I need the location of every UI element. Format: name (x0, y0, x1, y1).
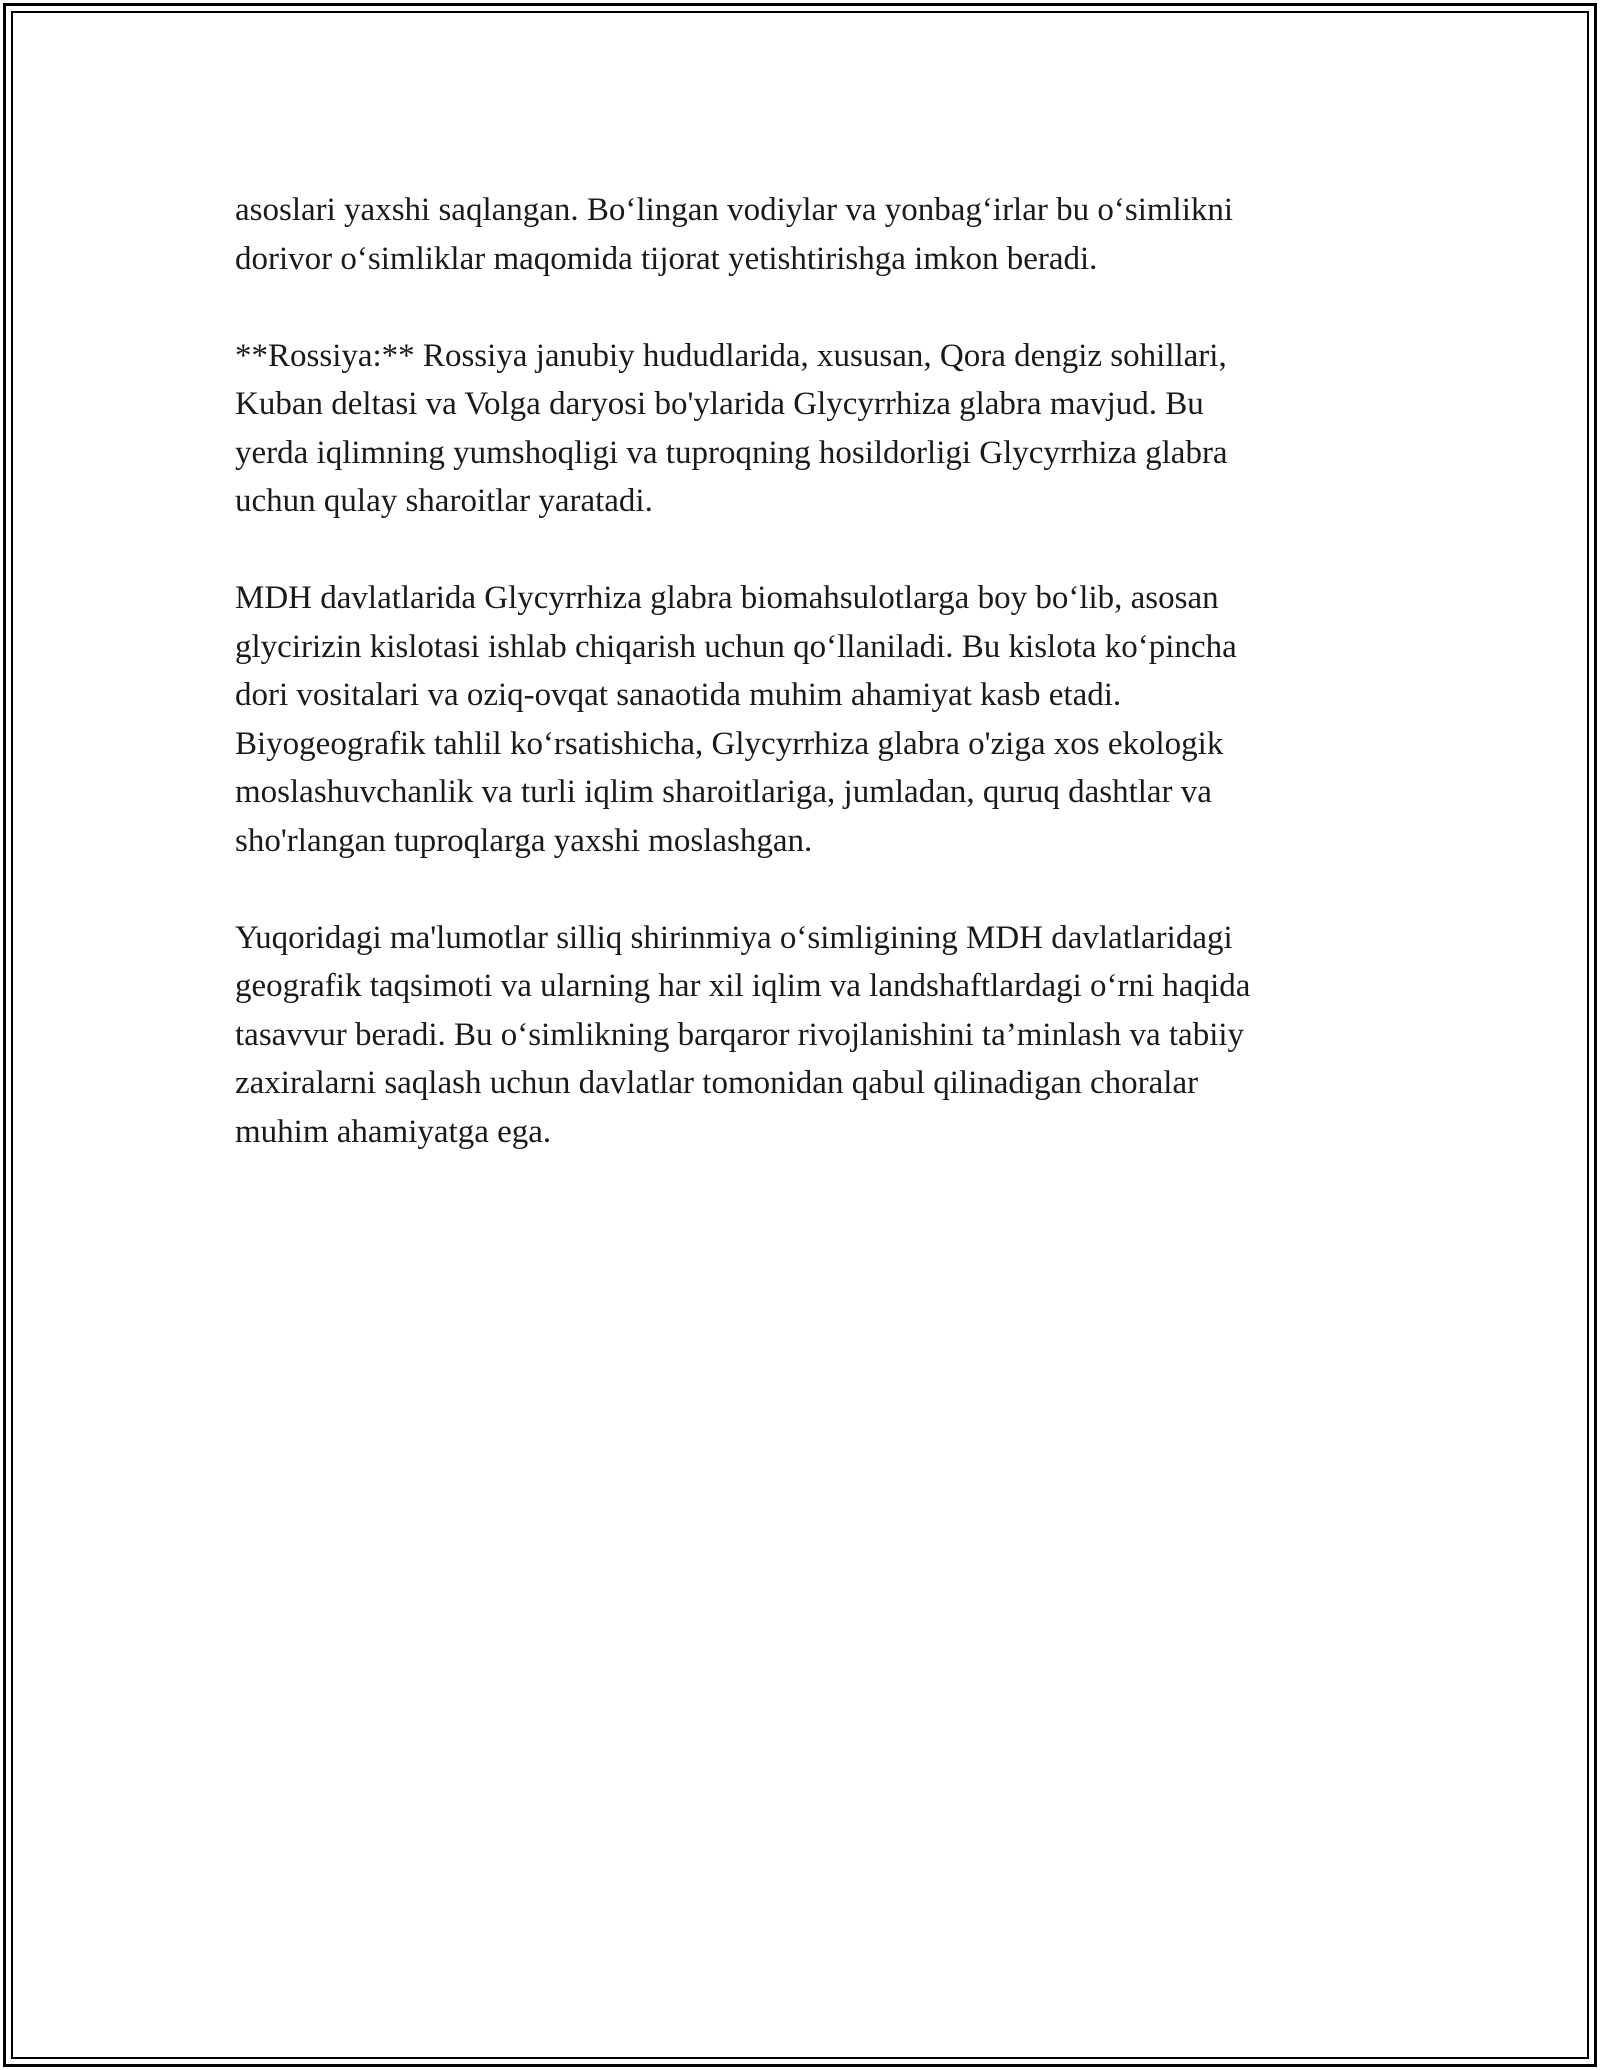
paragraph-cis-usage: MDH davlatlarida Glycyrrhiza glabra biomahsulotlarga boy bo‘lib, asosan glycirizin kislotasi ishlab chiqarish uchun qo‘llaniladi. Bu kislota ko‘pincha dori vositalari va oziq-ovqat sanaotida muhim ahamiyat kasb etadi. Biyogeografik tahlil ko‘rsatishicha, Glycyrrhiza glabra o'ziga xos ekologik moslashuvchanlik va turli iqlim sharoitlariga, jumladan, quruq dashtlar va sho'rlangan tuproqlarga yaxshi moslashgan. (235, 580, 1237, 859)
paragraph-continuation: asoslari yaxshi saqlangan. Bo‘lingan vodiylar va yonbag‘irlar bu o‘simlikni dorivor o‘simliklar maqomida tijorat yetishtirishga imkon beradi. (235, 192, 1234, 277)
paragraph-conclusion: Yuqoridagi ma'lumotlar silliq shirinmiya o‘simligining MDH davlatlaridagi geografik taqsimoti va ularning har xil iqlim va landshaftlardagi o‘rni haqida tasavvur beradi. Bu o‘simlikning barqaror rivojlanishini ta’minlash va tabiiy zaxiralarni saqlash uchun davlatlar tomonidan qabul qilinadigan choralar muhim ahamiyatga ega. (235, 919, 1251, 1150)
paragraph-russia: **Rossiya:** Rossiya janubiy hududlarida, xususan, Qora dengiz sohillari, Kuban deltasi va Volga daryosi bo'ylarida Glycyrrhiza glabra mavjud. Bu yerda iqlimning yumshoqligi va tuproqning hosildorligi Glycyrrhiza glabra uchun qulay sharoitlar yaratadi. (235, 337, 1228, 519)
document-body (235, 186, 1385, 1205)
